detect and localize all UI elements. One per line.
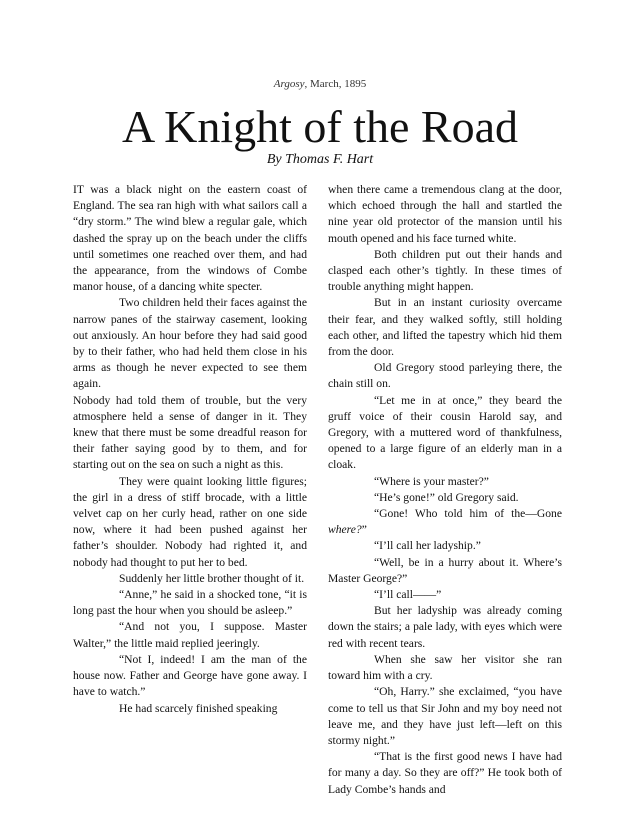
- paragraph: “I’ll call——”: [374, 588, 442, 602]
- paragraph: When she saw her visitor she ran toward him with a cry.: [328, 652, 562, 683]
- closing-quote: ”: [361, 523, 367, 537]
- paragraph: Old Gregory stood parleying there, the chain still on.: [328, 361, 562, 391]
- paragraph: Both children put out their hands and clasped each other’s tightly. In these times of trouble anything might happen.: [328, 247, 562, 294]
- paragraph: But in an instant curiosity overcame their fear, and they walked softly, still holding each other, and lifted the tapestry which hid them from the door.: [328, 296, 562, 359]
- paragraph: when there came a tremendous clang at the door, which echoed through the hall and startled the nine year old protector of the mansion until his mouth opened and his face turned white.: [328, 183, 562, 245]
- source-line: [0, 78, 640, 90]
- story-title: A Knight of the Road: [121, 101, 519, 152]
- paragraph: “Where is your master?”: [374, 474, 489, 488]
- paragraph: “Well, be in a hurry about it. Where’s Master George?”: [328, 555, 562, 585]
- paragraph: “Not I, indeed! I am the man of the house now. Father and George have gone away. I have to watch.”: [73, 652, 307, 699]
- paragraph: “Anne,” he said in a shocked tone, “it is long past the hour when you should be asleep.”: [73, 588, 307, 618]
- paragraph: “And not you, I suppose. Master Walter,” the little maid replied jeeringly.: [73, 620, 307, 650]
- byline: By Thomas F. Hart: [266, 152, 374, 167]
- left-column: [73, 182, 307, 717]
- paragraph: “I’ll call her ladyship.”: [374, 539, 481, 553]
- paragraph: He had scarcely finished speaking: [119, 701, 278, 715]
- right-column: [328, 182, 562, 798]
- magazine-name: Argosy: [273, 78, 305, 90]
- paragraph: Nobody had told them of trouble, but the very atmosphere held a sense of danger in it. They knew that there must be some dreadful reason for their father saying good by to them, and for starting out on the sea on such a night as this.: [73, 393, 307, 472]
- paragraph: They were quaint looking little figures; the girl in a dress of stiff brocade, with a little velvet cap on her curly head, rather on one side now, where it had been pushed against her father’s shoulder. Nobody had righted it, and nobody had thought to put her to bed.: [73, 474, 307, 569]
- paragraph: “That is the first good news I have had for many a day. So they are off?” He took both of Lady Combe’s hands and: [328, 750, 562, 796]
- paragraph: But her ladyship was already coming down the stairs; a pale lady, with eyes which were red with recent tears.: [328, 604, 562, 650]
- emphasis: where?: [328, 523, 362, 537]
- paragraph: Two children held their faces against the narrow panes of the stairway casement, looking out anxiously. An hour before they had said good by to their father, who had held them close in his arms as though he never expected to see them again.: [73, 296, 307, 391]
- paragraph: “Let me in at once,” they beard the gruff voice of their cousin Harold say, and Gregory, with a muttered word of thankfulness, opened to a large figure of an elderly man in a cloak.: [328, 393, 562, 472]
- paragraph: “Oh, Harry.” she exclaimed, “you have come to tell us that Sir John and my boy need not leave me, and they have just left—left on this stormy night.”: [328, 685, 562, 747]
- paragraph: IT was a black night on the eastern coast of England. The sea ran high with what sailors call a “dry storm.” The wind blew a regular gale, which dashed the spray up on the beach under the cliffs until sometimes one reached over them, and had the appearance, from the windows of Combe manor house, of a dancing white specter.: [73, 183, 307, 294]
- paragraph: Suddenly her little brother thought of it.: [119, 571, 305, 585]
- paragraph: [328, 506, 562, 538]
- paragraph-text: “Gone! Who told him of the—Gone: [374, 507, 562, 521]
- paragraph: “He’s gone!” old Gregory said.: [374, 490, 519, 504]
- issue-date: , March, 1895: [304, 78, 367, 90]
